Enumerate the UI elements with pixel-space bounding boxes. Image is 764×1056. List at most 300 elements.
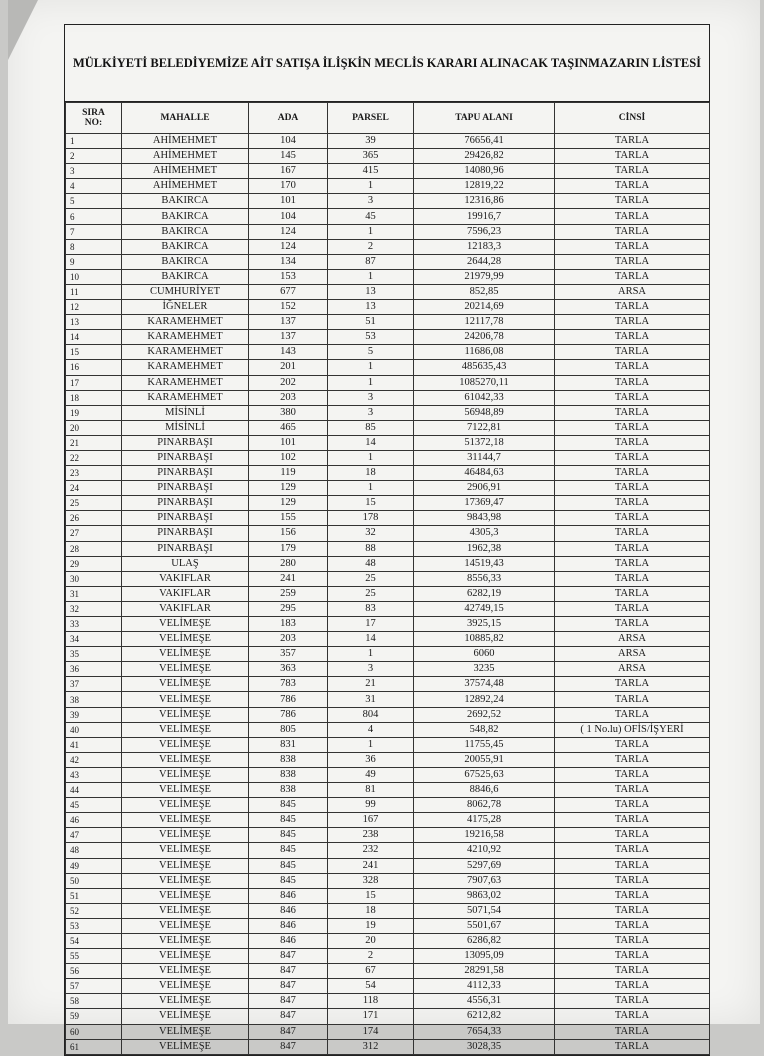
cell-parsel: 365: [328, 149, 414, 164]
cell-ada: 104: [249, 134, 328, 149]
header-parsel: PARSEL: [328, 103, 414, 134]
table-row: [66, 209, 710, 224]
table-row: [66, 828, 710, 843]
cell-parsel: 167: [328, 813, 414, 828]
cell-mahalle: PINARBAŞI: [122, 541, 249, 556]
cell-ada: 380: [249, 405, 328, 420]
table-row: [66, 737, 710, 752]
cell-mahalle: VELİMEŞE: [122, 692, 249, 707]
cell-mahalle: VELİMEŞE: [122, 979, 249, 994]
cell-sira-no: 15: [66, 345, 122, 360]
cell-ada: 104: [249, 209, 328, 224]
cell-parsel: 25: [328, 571, 414, 586]
cell-mahalle: VELİMEŞE: [122, 662, 249, 677]
cell-sira-no: 12: [66, 300, 122, 315]
cell-ada: 838: [249, 752, 328, 767]
table-row: [66, 888, 710, 903]
cell-tapu-alani: 3925,15: [414, 617, 555, 632]
cell-cinsi: TARLA: [555, 858, 710, 873]
cell-mahalle: VELİMEŞE: [122, 964, 249, 979]
cell-cinsi: TARLA: [555, 903, 710, 918]
cell-mahalle: VELİMEŞE: [122, 1024, 249, 1039]
cell-cinsi: TARLA: [555, 526, 710, 541]
cell-ada: 280: [249, 556, 328, 571]
cell-parsel: 1: [328, 737, 414, 752]
cell-sira-no: 23: [66, 466, 122, 481]
cell-parsel: 3: [328, 662, 414, 677]
cell-tapu-alani: 2644,28: [414, 254, 555, 269]
cell-parsel: 39: [328, 134, 414, 149]
cell-sira-no: 3: [66, 164, 122, 179]
cell-tapu-alani: 7596,23: [414, 224, 555, 239]
cell-mahalle: VELİMEŞE: [122, 767, 249, 782]
table-row: [66, 466, 710, 481]
cell-cinsi: TARLA: [555, 541, 710, 556]
cell-sira-no: 40: [66, 722, 122, 737]
cell-cinsi: TARLA: [555, 511, 710, 526]
table-row: [66, 767, 710, 782]
cell-tapu-alani: 10885,82: [414, 632, 555, 647]
cell-cinsi: TARLA: [555, 737, 710, 752]
cell-mahalle: KARAMEHMET: [122, 330, 249, 345]
cell-ada: 259: [249, 586, 328, 601]
cell-tapu-alani: 548,82: [414, 722, 555, 737]
cell-cinsi: TARLA: [555, 481, 710, 496]
cell-cinsi: TARLA: [555, 134, 710, 149]
cell-cinsi: TARLA: [555, 677, 710, 692]
cell-ada: 145: [249, 149, 328, 164]
cell-cinsi: TARLA: [555, 466, 710, 481]
cell-cinsi: TARLA: [555, 617, 710, 632]
cell-ada: 847: [249, 949, 328, 964]
cell-parsel: 1: [328, 375, 414, 390]
cell-ada: 363: [249, 662, 328, 677]
table-row: [66, 752, 710, 767]
cell-mahalle: MİSİNLİ: [122, 420, 249, 435]
cell-parsel: 85: [328, 420, 414, 435]
cell-tapu-alani: 61042,33: [414, 390, 555, 405]
cell-tapu-alani: 3028,35: [414, 1039, 555, 1054]
cell-sira-no: 38: [66, 692, 122, 707]
cell-mahalle: VELİMEŞE: [122, 828, 249, 843]
cell-cinsi: TARLA: [555, 435, 710, 450]
cell-mahalle: BAKIRCA: [122, 239, 249, 254]
cell-tapu-alani: 11755,45: [414, 737, 555, 752]
cell-parsel: 5: [328, 345, 414, 360]
cell-tapu-alani: 8846,6: [414, 783, 555, 798]
cell-mahalle: AHİMEHMET: [122, 149, 249, 164]
table-row: [66, 315, 710, 330]
cell-parsel: 3: [328, 390, 414, 405]
table-row: [66, 979, 710, 994]
header-ada: ADA: [249, 103, 328, 134]
cell-sira-no: 59: [66, 1009, 122, 1024]
table-row: [66, 496, 710, 511]
table-row: [66, 813, 710, 828]
header-no-label: NO:: [84, 118, 103, 128]
cell-ada: 847: [249, 1039, 328, 1054]
cell-sira-no: 30: [66, 571, 122, 586]
cell-mahalle: PINARBAŞI: [122, 481, 249, 496]
cell-tapu-alani: 7907,63: [414, 873, 555, 888]
cell-sira-no: 6: [66, 209, 122, 224]
cell-parsel: 81: [328, 783, 414, 798]
table-row: [66, 345, 710, 360]
table-row: [66, 269, 710, 284]
cell-parsel: 3: [328, 405, 414, 420]
cell-ada: 179: [249, 541, 328, 556]
cell-mahalle: VELİMEŞE: [122, 1039, 249, 1054]
table-row: [66, 632, 710, 647]
cell-tapu-alani: 51372,18: [414, 435, 555, 450]
cell-mahalle: BAKIRCA: [122, 224, 249, 239]
cell-parsel: 67: [328, 964, 414, 979]
cell-ada: 845: [249, 798, 328, 813]
cell-mahalle: KARAMEHMET: [122, 345, 249, 360]
cell-sira-no: 47: [66, 828, 122, 843]
cell-sira-no: 49: [66, 858, 122, 873]
cell-mahalle: BAKIRCA: [122, 209, 249, 224]
cell-tapu-alani: 5071,54: [414, 903, 555, 918]
cell-mahalle: VELİMEŞE: [122, 783, 249, 798]
cell-parsel: 174: [328, 1024, 414, 1039]
cell-ada: 153: [249, 269, 328, 284]
cell-parsel: 99: [328, 798, 414, 813]
cell-tapu-alani: 1085270,11: [414, 375, 555, 390]
property-list-sheet: [64, 24, 710, 1056]
cell-ada: 137: [249, 315, 328, 330]
cell-mahalle: VELİMEŞE: [122, 858, 249, 873]
cell-ada: 295: [249, 601, 328, 616]
cell-parsel: 48: [328, 556, 414, 571]
cell-cinsi: TARLA: [555, 390, 710, 405]
cell-cinsi: TARLA: [555, 179, 710, 194]
table-row: [66, 511, 710, 526]
document-page: [8, 0, 760, 1052]
cell-sira-no: 26: [66, 511, 122, 526]
cell-tapu-alani: 6212,82: [414, 1009, 555, 1024]
cell-parsel: 18: [328, 903, 414, 918]
cell-ada: 155: [249, 511, 328, 526]
cell-ada: 203: [249, 390, 328, 405]
cell-tapu-alani: 5501,67: [414, 918, 555, 933]
table-row: [66, 1024, 710, 1039]
cell-ada: 203: [249, 632, 328, 647]
table-header-row: [66, 103, 710, 134]
cell-ada: 783: [249, 677, 328, 692]
cell-ada: 101: [249, 435, 328, 450]
cell-tapu-alani: 9843,98: [414, 511, 555, 526]
cell-cinsi: TARLA: [555, 813, 710, 828]
table-row: [66, 556, 710, 571]
cell-ada: 847: [249, 1024, 328, 1039]
cell-tapu-alani: 2692,52: [414, 707, 555, 722]
cell-cinsi: TARLA: [555, 994, 710, 1009]
cell-sira-no: 42: [66, 752, 122, 767]
cell-cinsi: TARLA: [555, 209, 710, 224]
cell-sira-no: 54: [66, 933, 122, 948]
cell-cinsi: TARLA: [555, 783, 710, 798]
cell-mahalle: İĞNELER: [122, 300, 249, 315]
cell-mahalle: CUMHURİYET: [122, 284, 249, 299]
cell-parsel: 171: [328, 1009, 414, 1024]
cell-mahalle: VELİMEŞE: [122, 647, 249, 662]
cell-parsel: 49: [328, 767, 414, 782]
cell-parsel: 87: [328, 254, 414, 269]
cell-tapu-alani: 19916,7: [414, 209, 555, 224]
cell-cinsi: TARLA: [555, 556, 710, 571]
table-row: [66, 300, 710, 315]
cell-ada: 465: [249, 420, 328, 435]
cell-sira-no: 45: [66, 798, 122, 813]
cell-mahalle: AHİMEHMET: [122, 179, 249, 194]
cell-cinsi: TARLA: [555, 315, 710, 330]
cell-mahalle: VELİMEŞE: [122, 722, 249, 737]
cell-tapu-alani: 28291,58: [414, 964, 555, 979]
cell-parsel: 328: [328, 873, 414, 888]
cell-parsel: 32: [328, 526, 414, 541]
cell-tapu-alani: 4175,28: [414, 813, 555, 828]
cell-sira-no: 28: [66, 541, 122, 556]
cell-tapu-alani: 17369,47: [414, 496, 555, 511]
cell-sira-no: 5: [66, 194, 122, 209]
cell-cinsi: ARSA: [555, 632, 710, 647]
cell-parsel: 1: [328, 179, 414, 194]
cell-ada: 847: [249, 1009, 328, 1024]
cell-cinsi: TARLA: [555, 964, 710, 979]
cell-mahalle: VELİMEŞE: [122, 873, 249, 888]
cell-sira-no: 48: [66, 843, 122, 858]
cell-parsel: 2: [328, 949, 414, 964]
cell-tapu-alani: 67525,63: [414, 767, 555, 782]
table-row: [66, 873, 710, 888]
table-row: [66, 677, 710, 692]
cell-ada: 847: [249, 979, 328, 994]
cell-ada: 167: [249, 164, 328, 179]
cell-cinsi: ARSA: [555, 284, 710, 299]
cell-ada: 786: [249, 707, 328, 722]
cell-ada: 845: [249, 828, 328, 843]
cell-sira-no: 33: [66, 617, 122, 632]
cell-sira-no: 8: [66, 239, 122, 254]
cell-mahalle: MİSİNLİ: [122, 405, 249, 420]
table-row: [66, 481, 710, 496]
cell-sira-no: 60: [66, 1024, 122, 1039]
cell-sira-no: 46: [66, 813, 122, 828]
cell-sira-no: 20: [66, 420, 122, 435]
cell-mahalle: PINARBAŞI: [122, 450, 249, 465]
cell-parsel: 13: [328, 284, 414, 299]
cell-sira-no: 41: [66, 737, 122, 752]
table-body: [66, 134, 710, 1055]
table-row: [66, 1039, 710, 1054]
cell-ada: 124: [249, 239, 328, 254]
cell-mahalle: PINARBAŞI: [122, 496, 249, 511]
cell-cinsi: TARLA: [555, 601, 710, 616]
cell-ada: 156: [249, 526, 328, 541]
cell-mahalle: VELİMEŞE: [122, 707, 249, 722]
table-row: [66, 134, 710, 149]
cell-tapu-alani: 1962,38: [414, 541, 555, 556]
cell-sira-no: 32: [66, 601, 122, 616]
cell-tapu-alani: 42749,15: [414, 601, 555, 616]
cell-cinsi: TARLA: [555, 149, 710, 164]
cell-tapu-alani: 20214,69: [414, 300, 555, 315]
cell-ada: 838: [249, 767, 328, 782]
cell-parsel: 14: [328, 435, 414, 450]
cell-mahalle: AHİMEHMET: [122, 164, 249, 179]
cell-sira-no: 44: [66, 783, 122, 798]
cell-tapu-alani: 24206,78: [414, 330, 555, 345]
cell-cinsi: ARSA: [555, 647, 710, 662]
cell-cinsi: TARLA: [555, 873, 710, 888]
table-row: [66, 783, 710, 798]
cell-sira-no: 36: [66, 662, 122, 677]
table-row: [66, 662, 710, 677]
cell-mahalle: VELİMEŞE: [122, 813, 249, 828]
cell-tapu-alani: 485635,43: [414, 360, 555, 375]
cell-ada: 101: [249, 194, 328, 209]
cell-tapu-alani: 5297,69: [414, 858, 555, 873]
table-row: [66, 420, 710, 435]
cell-cinsi: TARLA: [555, 269, 710, 284]
table-row: [66, 194, 710, 209]
cell-sira-no: 11: [66, 284, 122, 299]
cell-mahalle: VELİMEŞE: [122, 677, 249, 692]
cell-ada: 170: [249, 179, 328, 194]
cell-mahalle: KARAMEHMET: [122, 375, 249, 390]
cell-tapu-alani: 12117,78: [414, 315, 555, 330]
table-row: [66, 526, 710, 541]
cell-parsel: 15: [328, 496, 414, 511]
cell-sira-no: 21: [66, 435, 122, 450]
cell-tapu-alani: 6060: [414, 647, 555, 662]
table-row: [66, 722, 710, 737]
cell-cinsi: TARLA: [555, 450, 710, 465]
cell-parsel: 20: [328, 933, 414, 948]
table-row: [66, 949, 710, 964]
table-row: [66, 330, 710, 345]
cell-cinsi: TARLA: [555, 330, 710, 345]
cell-cinsi: TARLA: [555, 949, 710, 964]
cell-parsel: 13: [328, 300, 414, 315]
table-row: [66, 964, 710, 979]
cell-cinsi: TARLA: [555, 828, 710, 843]
cell-tapu-alani: 46484,63: [414, 466, 555, 481]
cell-sira-no: 31: [66, 586, 122, 601]
cell-cinsi: TARLA: [555, 888, 710, 903]
cell-sira-no: 50: [66, 873, 122, 888]
header-cinsi: CİNSİ: [555, 103, 710, 134]
cell-ada: 202: [249, 375, 328, 390]
cell-mahalle: KARAMEHMET: [122, 390, 249, 405]
cell-ada: 241: [249, 571, 328, 586]
cell-ada: 143: [249, 345, 328, 360]
cell-sira-no: 39: [66, 707, 122, 722]
table-row: [66, 224, 710, 239]
table-row: [66, 586, 710, 601]
cell-cinsi: TARLA: [555, 767, 710, 782]
cell-sira-no: 61: [66, 1039, 122, 1054]
cell-cinsi: TARLA: [555, 979, 710, 994]
cell-sira-no: 19: [66, 405, 122, 420]
cell-cinsi: TARLA: [555, 918, 710, 933]
document-title: MÜLKİYETİ BELEDİYEMİZE AİT SATIŞA İLİŞKİN MECLİS KARARI ALINACAK TAŞINMAZARIN LİSTESİ: [65, 25, 709, 102]
cell-cinsi: TARLA: [555, 194, 710, 209]
cell-tapu-alani: 11686,08: [414, 345, 555, 360]
cell-cinsi: TARLA: [555, 571, 710, 586]
cell-mahalle: VELİMEŞE: [122, 617, 249, 632]
table-row: [66, 617, 710, 632]
cell-tapu-alani: 29426,82: [414, 149, 555, 164]
cell-parsel: 178: [328, 511, 414, 526]
cell-parsel: 2: [328, 239, 414, 254]
cell-parsel: 53: [328, 330, 414, 345]
cell-ada: 137: [249, 330, 328, 345]
header-sira-label: SIRA: [82, 108, 105, 118]
cell-ada: 786: [249, 692, 328, 707]
cell-sira-no: 22: [66, 450, 122, 465]
cell-parsel: 232: [328, 843, 414, 858]
cell-sira-no: 2: [66, 149, 122, 164]
cell-tapu-alani: 4305,3: [414, 526, 555, 541]
cell-tapu-alani: 14080,96: [414, 164, 555, 179]
cell-sira-no: 16: [66, 360, 122, 375]
cell-sira-no: 35: [66, 647, 122, 662]
cell-parsel: 1: [328, 224, 414, 239]
table-row: [66, 601, 710, 616]
cell-parsel: 1: [328, 269, 414, 284]
cell-mahalle: BAKIRCA: [122, 254, 249, 269]
cell-ada: 183: [249, 617, 328, 632]
cell-sira-no: 37: [66, 677, 122, 692]
cell-tapu-alani: 7654,33: [414, 1024, 555, 1039]
cell-cinsi: TARLA: [555, 239, 710, 254]
cell-tapu-alani: 3235: [414, 662, 555, 677]
cell-sira-no: 13: [66, 315, 122, 330]
cell-mahalle: VAKIFLAR: [122, 586, 249, 601]
cell-ada: 846: [249, 918, 328, 933]
cell-ada: 129: [249, 496, 328, 511]
cell-ada: 357: [249, 647, 328, 662]
cell-tapu-alani: 21979,99: [414, 269, 555, 284]
cell-mahalle: KARAMEHMET: [122, 360, 249, 375]
cell-ada: 134: [249, 254, 328, 269]
cell-sira-no: 55: [66, 949, 122, 964]
table-row: [66, 405, 710, 420]
cell-mahalle: VELİMEŞE: [122, 949, 249, 964]
table-row: [66, 858, 710, 873]
cell-parsel: 1: [328, 450, 414, 465]
cell-sira-no: 14: [66, 330, 122, 345]
cell-parsel: 15: [328, 888, 414, 903]
cell-cinsi: TARLA: [555, 692, 710, 707]
cell-ada: 845: [249, 873, 328, 888]
cell-parsel: 19: [328, 918, 414, 933]
cell-mahalle: BAKIRCA: [122, 194, 249, 209]
cell-mahalle: VELİMEŞE: [122, 843, 249, 858]
cell-parsel: 804: [328, 707, 414, 722]
table-row: [66, 647, 710, 662]
table-row: [66, 254, 710, 269]
cell-sira-no: 34: [66, 632, 122, 647]
cell-tapu-alani: 9863,02: [414, 888, 555, 903]
cell-cinsi: ARSA: [555, 662, 710, 677]
cell-parsel: 4: [328, 722, 414, 737]
cell-parsel: 45: [328, 209, 414, 224]
cell-tapu-alani: 8556,33: [414, 571, 555, 586]
cell-parsel: 54: [328, 979, 414, 994]
